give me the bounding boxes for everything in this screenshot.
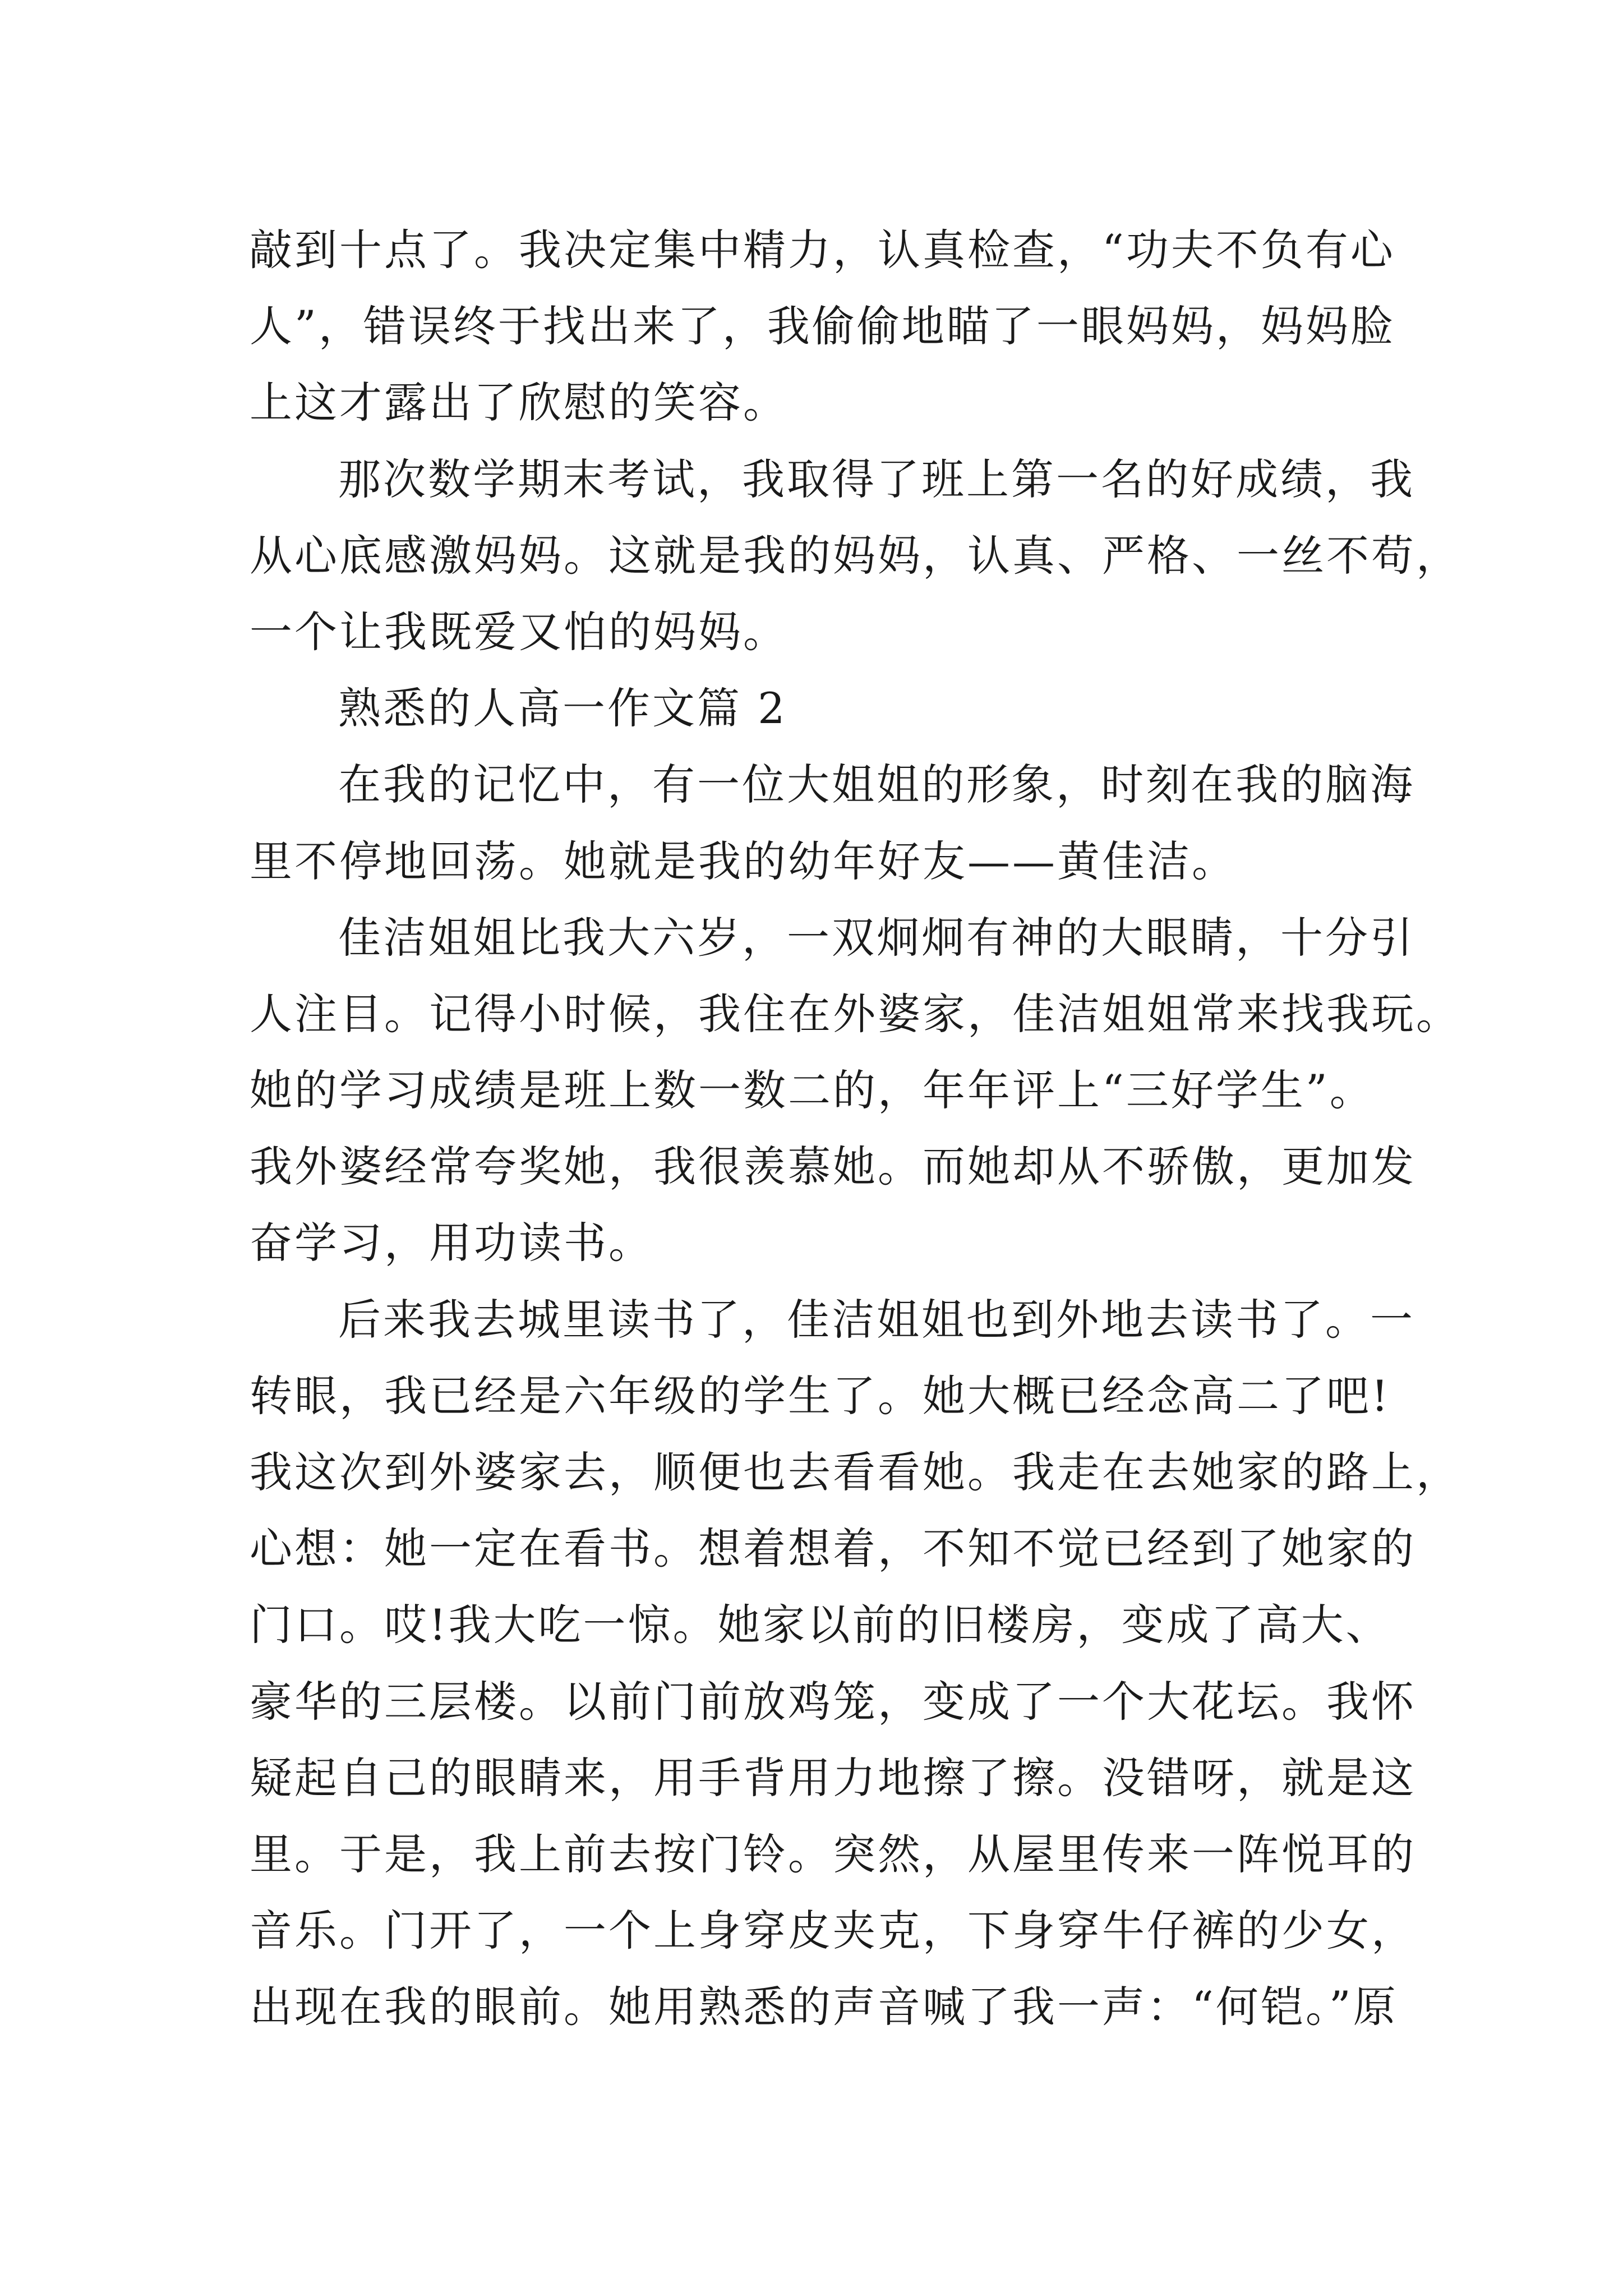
paragraph bbox=[250, 747, 1415, 899]
text-line: 里。于是，我上前去按门铃。突然，从屋里传来一阵悦耳的 bbox=[250, 1829, 1416, 1879]
paragraph bbox=[250, 900, 1461, 1282]
text-line: 奋学习，用功读书。 bbox=[250, 1218, 653, 1268]
text-line: 佳洁姐姐比我大六岁，一双炯炯有神的大眼睛，十分引 bbox=[338, 912, 1415, 963]
document-body bbox=[250, 212, 1461, 2046]
text-line: 里不停地回荡。她就是我的幼年好友——黄佳洁。 bbox=[250, 836, 1237, 886]
text-line: 出现在我的眼前。她用熟悉的声音喊了我一声：“何铠。”原 bbox=[250, 1982, 1398, 2032]
text-line: 一个让我既爱又怕的妈妈。 bbox=[250, 606, 788, 657]
text-line: 门口。哎!我大吃一惊。她家以前的旧楼房，变成了高大、 bbox=[250, 1600, 1391, 1650]
text-line: 音乐。门开了，一个上身穿皮夹克，下身穿牛仔裤的少女， bbox=[250, 1906, 1416, 1956]
text-line: 上这才露出了欣慰的笑容。 bbox=[250, 378, 788, 428]
section-heading: 熟悉的人高一作文篇 2 bbox=[338, 683, 787, 734]
text-line: 从心底感激妈妈。这就是我的妈妈，认真、严格、一丝不苟， bbox=[250, 530, 1461, 581]
text-line: 我这次到外婆家去，顺便也去看看她。我走在去她家的路上， bbox=[250, 1447, 1461, 1497]
paragraph bbox=[250, 212, 1395, 441]
text-line: 心想：她一定在看书。想着想着，不知不觉已经到了她家的 bbox=[250, 1524, 1416, 1574]
text-line: 后来我去城里读书了，佳洁姐姐也到外地去读书了。一 bbox=[338, 1294, 1415, 1345]
text-line: 敲到十点了。我决定集中精力，认真检查，“功夫不负有心 bbox=[250, 225, 1395, 275]
text-line: 我外婆经常夸奖她，我很羡慕她。而她却从不骄傲，更加发 bbox=[250, 1142, 1416, 1192]
text-line: 转眼，我已经是六年级的学生了。她大概已经念高二了吧! bbox=[250, 1370, 1391, 1421]
text-line: 在我的记忆中，有一位大姐姐的形象，时刻在我的脑海 bbox=[338, 760, 1415, 810]
paragraph bbox=[250, 441, 1461, 671]
text-line: 那次数学期末考试，我取得了班上第一名的好成绩，我 bbox=[338, 454, 1415, 504]
text-line: 她的学习成绩是班上数一数二的，年年评上“三好学生”。 bbox=[250, 1065, 1375, 1116]
paragraph bbox=[250, 1282, 1461, 2046]
text-line: 人注目。记得小时候，我住在外婆家，佳洁姐姐常来找我玩。 bbox=[250, 988, 1461, 1039]
text-line: 疑起自己的眼睛来，用手背用力地擦了擦。没错呀，就是这 bbox=[250, 1752, 1416, 1803]
text-line: 人”，错误终于找出来了，我偷偷地瞄了一眼妈妈，妈妈脸 bbox=[250, 301, 1395, 352]
text-line: 豪华的三层楼。以前门前放鸡笼，变成了一个大花坛。我怀 bbox=[250, 1676, 1416, 1727]
